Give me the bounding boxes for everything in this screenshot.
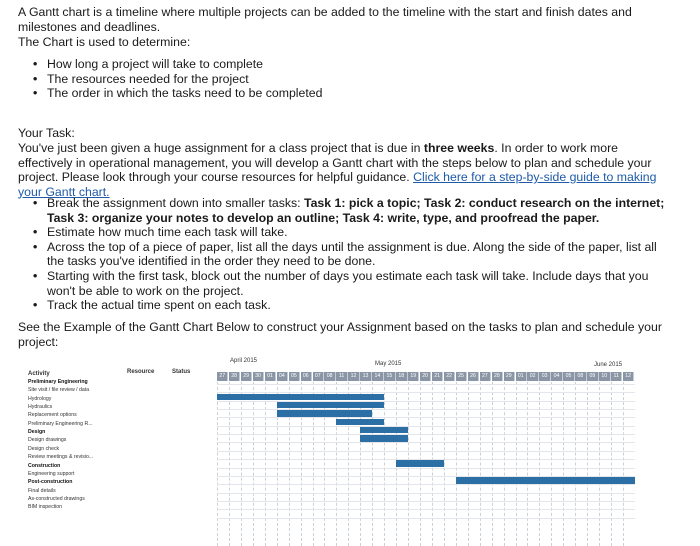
intro-subheading: The Chart is used to determine:: [18, 35, 191, 49]
grid-column-line: [563, 382, 564, 546]
day-header-cell: 29: [504, 372, 515, 381]
day-header-cell: 07: [313, 372, 324, 381]
purpose-list: [33, 57, 653, 101]
day-header-cell: 28: [229, 372, 240, 381]
day-header-cell: 15: [384, 372, 395, 381]
grid-column-line: [468, 382, 469, 546]
day-header-cell: 26: [468, 372, 479, 381]
day-header-cell: 03: [539, 372, 550, 381]
activity-row-label: Engineering support: [28, 470, 75, 477]
list-item: • Track the actual time spent on each task.: [33, 298, 673, 313]
task-paragraph: [18, 141, 658, 199]
day-header-cell: 06: [301, 372, 312, 381]
gantt-chart-example: [24, 356, 640, 546]
grid-column-line: [539, 382, 540, 546]
grid-column-line: [241, 382, 242, 546]
step-tasks: Task 1: pick a topic; Task 2: conduct research on the internet; Task 3: organize your notes to develop an outline; Task 4: write, type, and proofread the paper.: [47, 196, 665, 225]
day-header-cell: 05: [289, 372, 300, 381]
activity-row-label: Design: [28, 429, 46, 436]
gantt-bar: [360, 427, 408, 434]
day-header-cell: 01: [265, 372, 276, 381]
grid-column-line: [480, 382, 481, 546]
grid-column-line: [587, 382, 588, 546]
task-heading: Your Task:: [18, 126, 75, 140]
steps-list: [33, 196, 673, 313]
gantt-bar: [360, 435, 408, 442]
grid-row-line: [217, 501, 635, 502]
grid-row-line: [217, 442, 635, 443]
month-label: May 2015: [375, 361, 402, 367]
example-instruction: See the Example of the Gantt Chart Below to construct your Assignment based on the tasks to plan and schedule your project:: [18, 320, 662, 349]
grid-row-line: [217, 468, 635, 469]
grid-column-line: [575, 382, 576, 546]
grid-row-line: [217, 451, 635, 452]
day-header-cell: 25: [456, 372, 467, 381]
grid-column-line: [551, 382, 552, 546]
day-header-cell: 27: [217, 372, 228, 381]
activity-row-label: Review meetings & revisio...: [28, 454, 94, 461]
grid-row-line: [217, 493, 635, 494]
grid-row-line: [217, 484, 635, 485]
grid-column-line: [492, 382, 493, 546]
day-header-cell: 05: [563, 372, 574, 381]
activity-row-label: Post-construction: [28, 479, 73, 486]
month-label: June 2015: [594, 362, 623, 368]
gantt-guide-link[interactable]: Click here for a step-by-side guide to making your Gantt chart.: [18, 170, 657, 199]
grid-column-line: [456, 382, 457, 546]
activity-row-label: Hydraulics: [28, 404, 53, 411]
grid-row-line: [217, 434, 635, 435]
grid-row-line: [217, 509, 635, 510]
day-header-cell: 19: [408, 372, 419, 381]
list-item: [33, 196, 673, 225]
list-item: • Across the top of a piece of paper, list all the days until the assignment is due. Along the side of the paper, list all the tasks you've identified in the order they need to be done.: [33, 240, 673, 269]
grid-row-line: [217, 518, 635, 519]
gantt-bar: [456, 477, 635, 484]
grid-column-line: [384, 382, 385, 546]
activity-row-label: Hydrology: [28, 395, 52, 402]
activity-row-label: BIM inspection: [28, 504, 63, 511]
task-text: You've just been given a huge assignment for a class project that is due in: [18, 141, 424, 155]
intro-paragraph: A Gantt chart is a timeline where multiple projects can be added to the timeline with the start and finish dates and milestones and deadlines.: [18, 5, 632, 34]
activity-row-label: Construction: [28, 462, 61, 469]
grid-column-line: [516, 382, 517, 546]
activity-row-label: Design check: [28, 445, 60, 452]
activity-header: Activity: [28, 371, 50, 377]
day-header-cell: 29: [241, 372, 252, 381]
grid-row-line: [217, 426, 635, 427]
grid-column-line: [253, 382, 254, 546]
day-header-cell: 27: [480, 372, 491, 381]
day-header-cell: 12: [623, 372, 634, 381]
grid-column-line: [623, 382, 624, 546]
day-header-cell: 12: [348, 372, 359, 381]
activity-row-label: Preliminary Engineering: [28, 379, 88, 385]
activity-row-label: Final details: [28, 487, 56, 494]
gantt-bar: [336, 419, 384, 426]
day-header-cell: 09: [587, 372, 598, 381]
activity-row-label: Replacement options: [28, 412, 77, 419]
activity-row-label: Design drawings: [28, 437, 67, 444]
day-header-cell: 14: [372, 372, 383, 381]
grid-column-line: [229, 382, 230, 546]
day-header-cell: 08: [575, 372, 586, 381]
grid-column-line: [611, 382, 612, 546]
list-item: • How long a project will take to complete: [33, 57, 653, 72]
resource-header: Resource: [127, 369, 155, 375]
day-header-cell: 21: [432, 372, 443, 381]
gantt-bar: [217, 394, 384, 401]
gantt-bar: [277, 402, 384, 409]
list-item: • Estimate how much time each task will take.: [33, 225, 673, 240]
grid-column-line: [444, 382, 445, 546]
day-header-cell: 28: [492, 372, 503, 381]
day-header-cell: 22: [444, 372, 455, 381]
task-deadline: three weeks: [423, 141, 495, 155]
day-header-cell: 13: [360, 372, 371, 381]
grid-row-line: [217, 417, 635, 418]
status-header: Status: [172, 369, 191, 375]
day-header-cell: 01: [516, 372, 527, 381]
gantt-bar: [396, 460, 444, 467]
step-text: Break the assignment down into smaller tasks:: [47, 196, 304, 210]
activity-row-label: As-constructed drawings: [28, 495, 85, 502]
grid-column-line: [217, 382, 218, 546]
day-header-cell: 04: [277, 372, 288, 381]
grid-column-line: [265, 382, 266, 546]
grid-column-line: [504, 382, 505, 546]
grid-column-line: [599, 382, 600, 546]
grid-row-line: [217, 384, 635, 385]
day-header-cell: 20: [420, 372, 431, 381]
activity-row-label: Site visit / file review / data: [28, 387, 90, 394]
month-label: April 2015: [230, 358, 258, 364]
day-header-cell: 08: [324, 372, 335, 381]
list-item: • Starting with the first task, block out the number of days you estimate each task will take. Include days that you won't be able to work on the project.: [33, 269, 673, 298]
day-header-cell: 04: [551, 372, 562, 381]
list-item: • The order in which the tasks need to be completed: [33, 86, 653, 101]
day-header-cell: 10: [599, 372, 610, 381]
day-header-cell: 18: [396, 372, 407, 381]
list-item: • The resources needed for the project: [33, 72, 653, 87]
day-header-cell: 02: [527, 372, 538, 381]
gantt-bar: [277, 410, 373, 417]
day-header-cell: 11: [611, 372, 622, 381]
grid-column-line: [527, 382, 528, 546]
timeline-grid: [217, 372, 635, 546]
day-header-cell: 11: [336, 372, 347, 381]
activity-row-label: Preliminary Engineering R...: [28, 420, 93, 427]
day-header-cell: 30: [253, 372, 264, 381]
task-text: . In order to work more effectively in operational management, you will develop a Gantt chart with the steps below to plan and schedule your project. Please look through your course resources for helpful guidance.: [18, 141, 652, 185]
